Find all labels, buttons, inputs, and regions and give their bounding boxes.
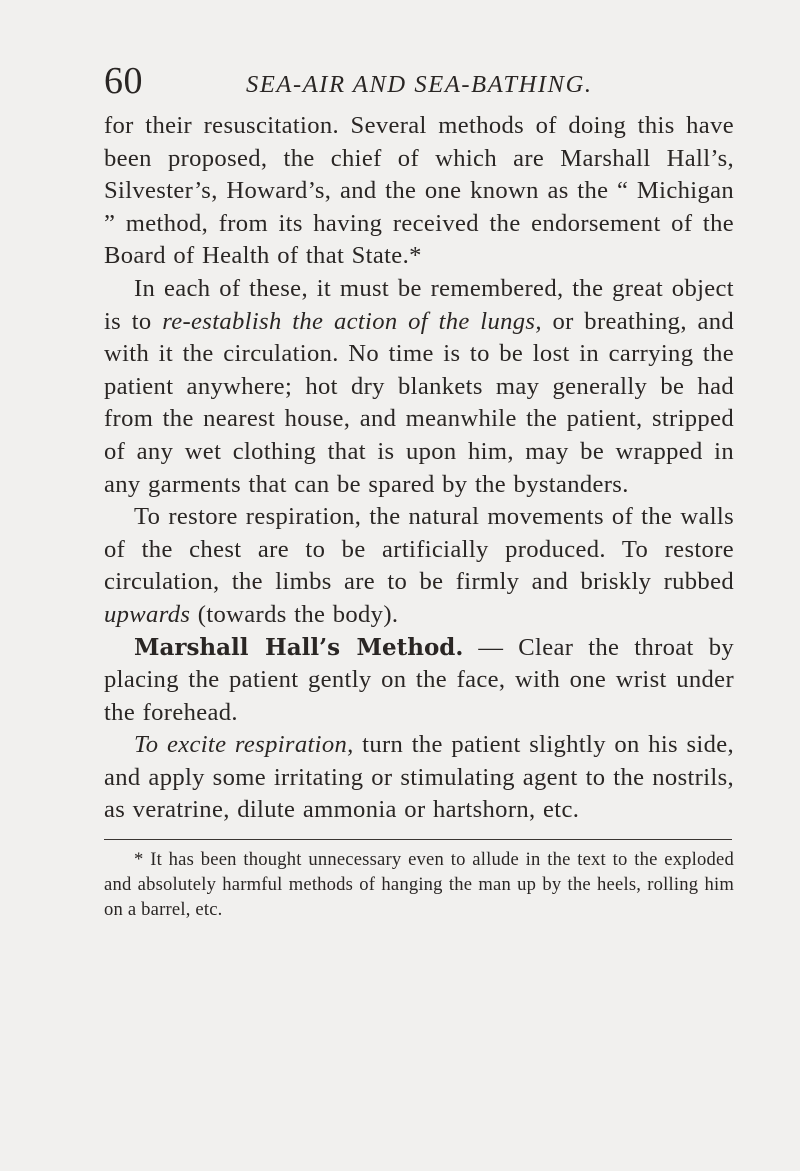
paragraph-2-text-a: In each of these, it must be remembered, the great object is to bbox=[104, 274, 734, 335]
paragraph-2-text-b: or breathing, and with it the circulation. No time is to be lost in carrying the patient anywhere; hot dry blankets may generally be had from the nearest house, and meanwhile the patient, stripped of any wet clothing that is upon him, may be wrapped in any garments that can be spared by the bystanders. bbox=[104, 307, 734, 498]
paragraph-1: for their resuscitation. Several methods of doing this have been proposed, the chief of which are Marshall Hall’s, Silvester’s, Howard’s, and the one known as the “ Michigan ” method, from its having received the endorsement of the Board of Health of that State.* bbox=[104, 112, 734, 270]
paragraph-4-text: — Clear the throat by placing the patient gently on the face, with one wrist under the forehead. bbox=[104, 633, 734, 726]
paragraph-5-text: turn the patient slightly on his side, and apply some irritating or stimulating agent to the nostrils, as veratrine, dilute ammonia or hartshorn, etc. bbox=[104, 731, 734, 824]
paragraph-3-text-a: To restore respiration, the natural movements of the walls of the chest are to be artificially produced. To restore circulation, the limbs are to be firmly and briskly rubbed bbox=[104, 503, 734, 596]
paragraph-4 bbox=[104, 632, 734, 730]
body-text bbox=[104, 110, 734, 827]
paragraph-3-italic: upwards bbox=[104, 600, 191, 628]
paragraph-3 bbox=[104, 501, 734, 631]
running-head: SEA-AIR AND SEA-BATHING. bbox=[246, 71, 593, 98]
footnote-text: * It has been thought unnecessary even to allude in the text to the exploded and absolutely harmful methods of hanging the man up by the heels, rolling him on a barrel, etc. bbox=[104, 849, 734, 921]
paragraph-5-italic: To excite respiration, bbox=[134, 731, 354, 759]
page-header bbox=[104, 58, 734, 110]
section-heading-marshall-hall: Marshall Hall’s Method. bbox=[134, 633, 464, 661]
paragraph-3-text-b: (towards the body). bbox=[197, 600, 399, 628]
book-page bbox=[104, 58, 734, 922]
paragraph-5 bbox=[104, 729, 734, 827]
paragraph-2 bbox=[104, 273, 734, 501]
footnote bbox=[104, 847, 734, 922]
footnote-divider bbox=[104, 839, 732, 840]
page-number: 60 bbox=[104, 60, 143, 102]
paragraph-2-italic: re-establish the action of the lungs, bbox=[162, 307, 542, 335]
